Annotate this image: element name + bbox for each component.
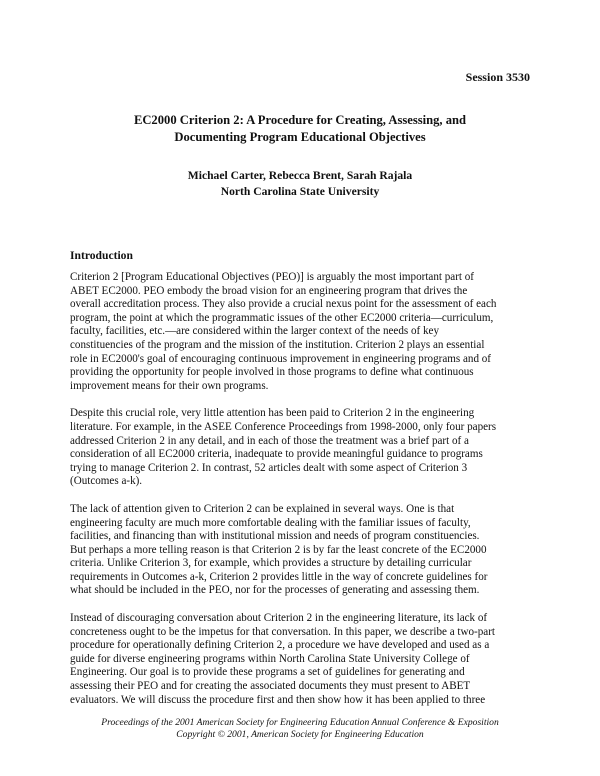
text-line: requirements in Outcomes a-k, Criterion 2 provides little in the way of concrete guidelines for	[70, 570, 488, 583]
text-line: criteria. Unlike Criterion 3, for example, which provides a structure by detailing curricular	[70, 557, 472, 570]
text-line: The lack of attention given to Criterion 2 can be explained in several ways. One is that	[70, 502, 455, 515]
paragraph	[70, 612, 532, 707]
text-line: trying to manage Criterion 2. In contrast, 52 articles dealt with some aspect of Criterion 3	[70, 461, 468, 474]
text-line: literature. For example, in the ASEE Conference Proceedings from 1998-2000, only four papers	[70, 420, 497, 433]
paper-title	[0, 112, 600, 146]
text-line: evaluators. We will discuss the procedure first and then show how it has been applied to three	[70, 693, 486, 706]
text-line: Criterion 2 [Program Educational Objectives (PEO)] is arguably the most important part of	[70, 271, 475, 283]
page-footer	[0, 717, 600, 741]
text-line: concreteness ought to be the impetus for that conversation. In this paper, we describe a two-part	[70, 625, 495, 638]
text-line: consideration of all EC2000 criteria, inadequate to provide meaningful guidance to programs	[70, 448, 483, 461]
text-line: improvement means for their own programs.	[70, 379, 269, 392]
text-line: engineering faculty are much more comfortable dealing with the familiar issues of faculty,	[70, 516, 471, 529]
author-names: Michael Carter, Rebecca Brent, Sarah Rajala	[187, 169, 413, 182]
text-line: ABET EC2000. PEO embody the broad vision for an engineering program that drives the	[70, 284, 468, 297]
text-line: (Outcomes a-k).	[70, 475, 143, 488]
paragraph	[70, 407, 532, 489]
text-line: guide for diverse engineering programs within North Carolina State University College of	[70, 652, 470, 665]
text-line: Despite this crucial role, very little attention has been paid to Criterion 2 in the engineering	[70, 407, 475, 420]
text-line: role in EC2000's goal of encouraging continuous improvement in engineering programs and of	[70, 352, 491, 365]
text-line: what should be included in the PEO, nor for the processes of generating and assessing them.	[70, 584, 480, 597]
text-line: faculty, facilities, etc.—are considered within the larger context of the needs of key	[70, 325, 440, 338]
title-line-2: Documenting Program Educational Objectives	[174, 130, 426, 144]
paragraph	[70, 503, 532, 598]
author-affiliation: North Carolina State University	[220, 185, 380, 198]
footer-copyright: Copyright © 2001, American Society for Engineering Education	[176, 729, 424, 740]
body-text	[70, 271, 532, 721]
footer-proceedings: Proceedings of the 2001 American Society for Engineering Education Annual Conference & Exposition	[101, 717, 499, 728]
text-line: facilities, and financing than with institutional mission and needs of program constituencies.	[70, 530, 480, 543]
text-line: But perhaps a more telling reason is that Criterion 2 is by far the least concrete of the EC2000	[70, 543, 487, 556]
text-line: addressed Criterion 2 in any detail, and in each of those the treatment was a brief part of a	[70, 434, 469, 447]
paragraph	[70, 271, 532, 393]
text-line: overall accreditation process. They also provide a crucial nexus point for the assessment of each	[70, 298, 497, 311]
title-line-1: EC2000 Criterion 2: A Procedure for Creating, Assessing, and	[133, 113, 467, 127]
text-line: program, the point at which the programmatic issues of the other EC2000 criteria—curriculum,	[70, 311, 494, 324]
text-line: Engineering. Our goal is to provide these programs a set of guidelines for generating and	[70, 666, 465, 679]
text-line: procedure for operationally defining Criterion 2, a procedure we have developed and used as a	[70, 639, 490, 652]
text-line: providing the opportunity for people involved in those programs to define what continuous	[70, 366, 474, 379]
text-line: constituencies of the program and the mission of the institution. Criterion 2 plays an essential	[70, 338, 485, 351]
session-number: Session 3530	[465, 70, 530, 84]
section-heading: Introduction	[70, 249, 133, 262]
text-line: assessing their PEO and for creating the associated documents they must present to ABET	[70, 680, 471, 693]
author-block	[0, 168, 600, 200]
text-line: Instead of discouraging conversation about Criterion 2 in the engineering literature, its lack of	[70, 612, 488, 625]
